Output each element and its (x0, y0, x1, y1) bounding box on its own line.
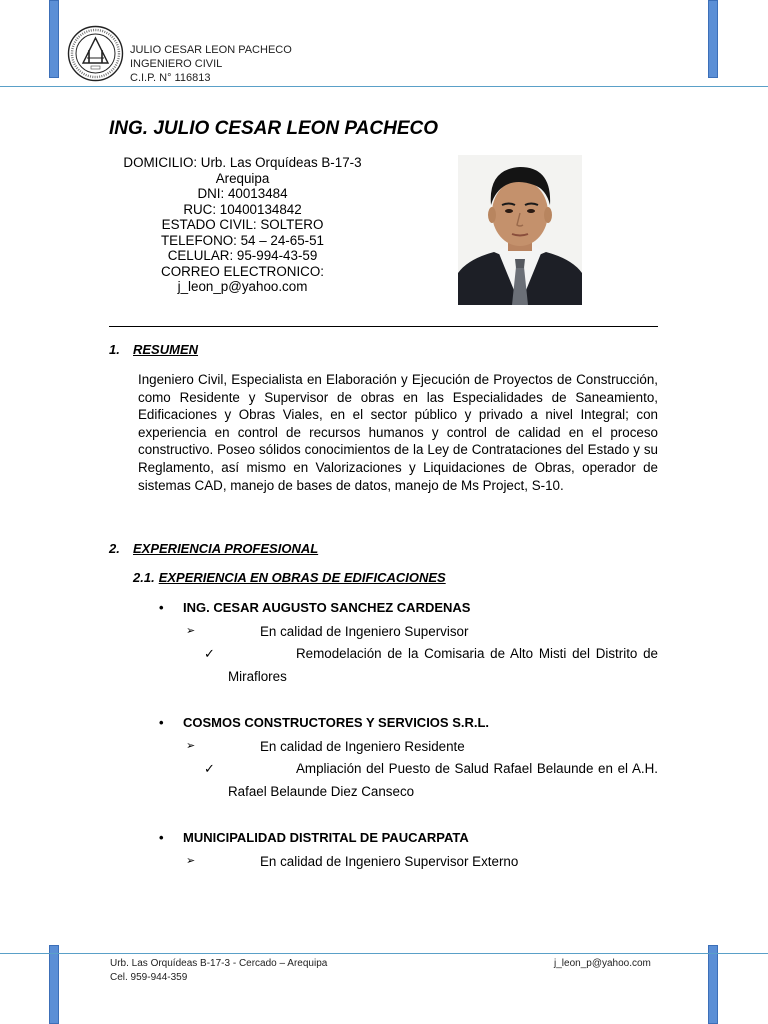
section-resumen-heading (109, 342, 198, 357)
section-label: RESUMEN (133, 342, 199, 357)
header-right-bar (708, 0, 718, 78)
arrow-bullet-icon: ➢ (186, 855, 196, 867)
header-name: JULIO CESAR LEON PACHECO (130, 44, 292, 56)
contact-email: j_leon_p@yahoo.com (177, 279, 308, 294)
bullet-icon: • (159, 600, 164, 615)
work-text: Ampliación del Puesto de Salud Rafael Belaunde en el A.H. Rafael Belaunde Diez Canseco (228, 761, 658, 799)
bullet-icon: • (159, 715, 164, 730)
footer-address: Urb. Las Orquídeas B-17-3 - Cercado – Arequipa (110, 958, 328, 969)
employer-name: COSMOS CONSTRUCTORES Y SERVICIOS S.R.L. (183, 715, 490, 730)
section-label: EXPERIENCIA PROFESIONAL (133, 541, 319, 556)
section-experiencia-heading (109, 541, 318, 556)
work-text: Remodelación de la Comisaria de Alto Misti del Distrito de Miraflores (228, 646, 658, 684)
role-item (186, 624, 469, 639)
role-text: En calidad de Ingeniero Supervisor Externo (260, 854, 519, 869)
contact-email-label: CORREO ELECTRONICO: (161, 263, 324, 279)
employer-name: MUNICIPALIDAD DISTRITAL DE PAUCARPATA (183, 830, 469, 845)
employer-item (159, 600, 471, 615)
contact-ruc: RUC: 10400134842 (183, 201, 302, 217)
header-left-bar (49, 0, 59, 78)
footer-rule (0, 953, 768, 954)
employer-name: ING. CESAR AUGUSTO SANCHEZ CARDENAS (183, 600, 471, 615)
header-profession: INGENIERO CIVIL (130, 58, 223, 70)
contact-city: Arequipa (215, 170, 270, 186)
footer-cel: Cel. 959-944-359 (110, 971, 188, 983)
engineering-seal-logo (67, 25, 124, 82)
footer-address-block (110, 957, 327, 984)
role-text: En calidad de Ingeniero Residente (260, 739, 465, 754)
checkmark-icon: ✓ (204, 761, 215, 776)
role-text: En calidad de Ingeniero Supervisor (260, 624, 469, 639)
arrow-bullet-icon: ➢ (186, 740, 196, 752)
footer-right-bar (708, 945, 718, 1024)
header-cip: C.I.P. N° 116813 (130, 72, 211, 84)
contact-address: DOMICILIO: Urb. Las Orquídeas B-17-3 (123, 155, 362, 170)
role-item (186, 854, 519, 869)
employer-item (159, 830, 469, 845)
header-text (130, 43, 292, 85)
contact-cell: CELULAR: 95-994-43-59 (167, 248, 318, 263)
contact-block (100, 155, 385, 295)
checkmark-icon: ✓ (204, 646, 215, 661)
employer-item (159, 715, 490, 730)
contact-dni: DNI: 40013484 (197, 186, 288, 201)
resumen-paragraph: Ingeniero Civil, Especialista en Elaboración y Ejecución de Proyectos de Construcción, como Residente y Supervisor de obras en las Especialidades de Saneamiento, Edificaciones y Obras Viales, en el sector público y privado a nivel Integral; con experiencia en control de recursos humanos y control de calidad en el proceso constructivo. Poseo sólidos conocimientos de la Ley de Contrataciones del Estado y su Reglamento, así mismo en Valorizaciones y Liquidaciones de Obras, operador de sistemas CAD, manejo de bases de datos, manejo de Ms Project, S-10. (138, 372, 658, 493)
footer-left-bar (49, 945, 59, 1024)
bullet-icon: • (159, 830, 164, 845)
section-divider (109, 326, 658, 327)
section-number: 2. (109, 541, 120, 556)
page-title: ING. JULIO CESAR LEON PACHECO (109, 118, 439, 139)
header-rule (0, 86, 768, 87)
role-item (186, 739, 465, 754)
arrow-bullet-icon: ➢ (186, 625, 196, 637)
section-number: 1. (109, 342, 120, 357)
contact-civil-status: ESTADO CIVIL: SOLTERO (161, 217, 324, 232)
subsection-label: EXPERIENCIA EN OBRAS DE EDIFICACIONES (158, 570, 446, 585)
work-item (204, 642, 658, 688)
subsection-edificaciones-heading (133, 570, 446, 585)
footer-email: j_leon_p@yahoo.com (554, 958, 651, 969)
work-item (204, 757, 658, 803)
profile-photo (458, 155, 582, 305)
subsection-number: 2.1. (133, 570, 155, 585)
contact-phone: TELEFONO: 54 – 24-65-51 (161, 232, 324, 248)
